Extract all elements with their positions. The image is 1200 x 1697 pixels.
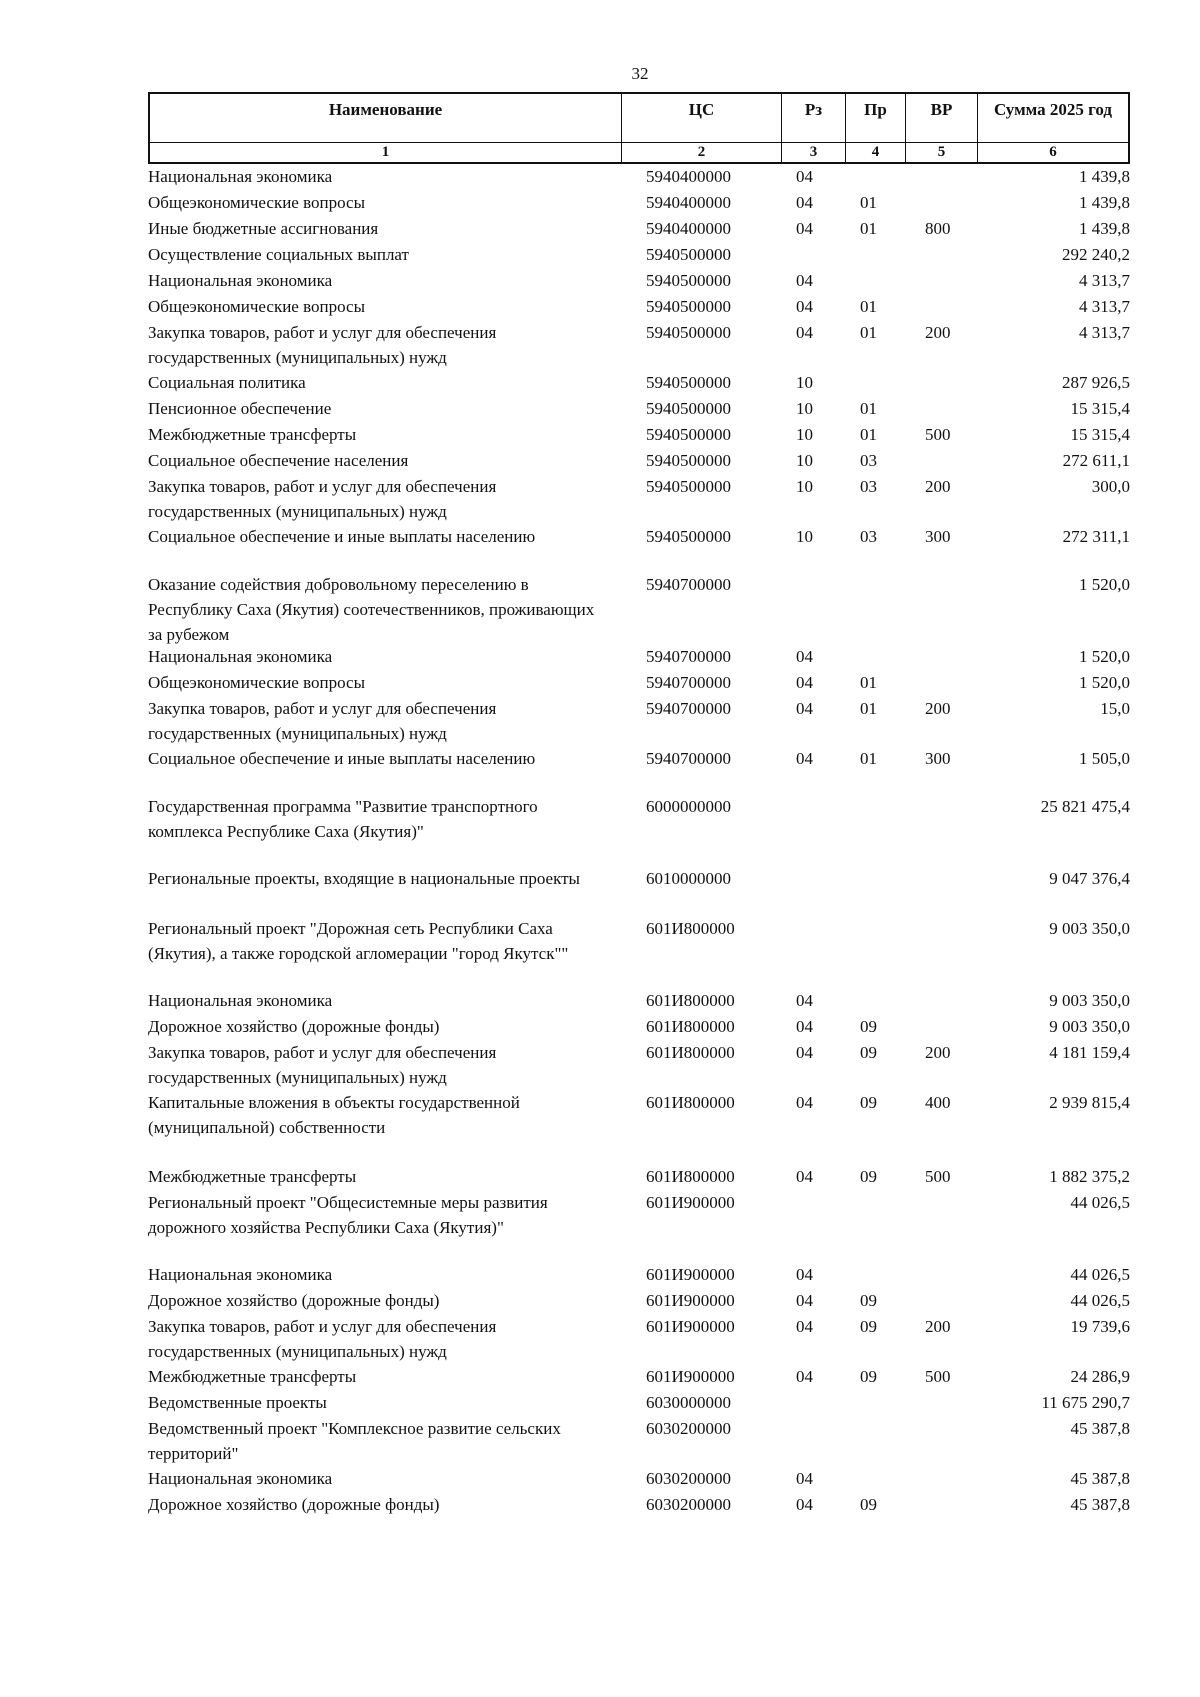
row-sum: 272 611,1: [1062, 451, 1130, 470]
row-rz: 04: [796, 1043, 813, 1062]
row-cs: 5940500000: [646, 477, 731, 496]
row-rz: 04: [796, 1469, 813, 1488]
row-name: Ведомственные проекты: [148, 1393, 327, 1412]
row-rz: 04: [796, 271, 813, 290]
row-vr: 300: [925, 527, 951, 546]
row-rz: 04: [796, 1317, 813, 1336]
row-name: Ведомственный проект "Комплексное развитие сельских территорий": [148, 1419, 561, 1463]
header-cs: ЦС 2: [622, 94, 782, 162]
row-rz: 04: [796, 647, 813, 666]
row-cs: 601И900000: [646, 1367, 735, 1386]
row-rz: 04: [796, 1167, 813, 1186]
row-sum: 4 181 159,4: [1049, 1043, 1130, 1062]
row-cs: 601И800000: [646, 1167, 735, 1186]
row-cs: 601И900000: [646, 1193, 735, 1212]
row-vr: 200: [925, 477, 951, 496]
row-rz: 04: [796, 193, 813, 212]
row-sum: 19 739,6: [1070, 1317, 1130, 1336]
row-pr: 09: [860, 1017, 877, 1036]
row-cs: 5940400000: [646, 167, 731, 186]
row-name: Дорожное хозяйство (дорожные фонды): [148, 1017, 440, 1036]
row-name: Закупка товаров, работ и услуг для обеспечения государственных (муниципальных) нужд: [148, 1043, 497, 1087]
row-rz: 04: [796, 1265, 813, 1284]
row-cs: 601И900000: [646, 1317, 735, 1336]
row-rz: 10: [796, 477, 813, 496]
row-rz: 10: [796, 527, 813, 546]
row-cs: 5940500000: [646, 451, 731, 470]
row-sum: 9 003 350,0: [1049, 919, 1130, 938]
row-name: Социальное обеспечение и иные выплаты населению: [148, 749, 536, 768]
row-sum: 1 520,0: [1079, 575, 1130, 594]
row-rz: 10: [796, 373, 813, 392]
row-name: Социальное обеспечение населения: [148, 451, 409, 470]
row-sum: 15 315,4: [1070, 399, 1130, 418]
row-name: Государственная программа "Развитие транспортного комплекса Республике Саха (Якутия)": [148, 797, 538, 841]
row-sum: 44 026,5: [1070, 1265, 1130, 1284]
row-vr: 200: [925, 323, 951, 342]
row-cs: 5940500000: [646, 245, 731, 264]
row-rz: 04: [796, 699, 813, 718]
row-vr: 800: [925, 219, 951, 238]
row-name: Иные бюджетные ассигнования: [148, 219, 379, 238]
row-name: Межбюджетные трансферты: [148, 1167, 357, 1186]
row-pr: 09: [860, 1317, 877, 1336]
row-sum: 4 313,7: [1079, 271, 1130, 290]
row-rz: 04: [796, 991, 813, 1010]
row-vr: 500: [925, 425, 951, 444]
row-name: Региональный проект "Дорожная сеть Республики Саха (Якутия), а также городской агломерации "город Якутск"": [148, 919, 569, 963]
row-sum: 1 520,0: [1079, 673, 1130, 692]
row-vr: 500: [925, 1167, 951, 1186]
row-sum: 9 003 350,0: [1049, 991, 1130, 1010]
row-cs: 5940500000: [646, 271, 731, 290]
row-vr: 200: [925, 1317, 951, 1336]
row-sum: 44 026,5: [1070, 1291, 1130, 1310]
row-cs: 6030200000: [646, 1495, 731, 1514]
row-sum: 1 520,0: [1079, 647, 1130, 666]
header-rz: Рз 3: [782, 94, 846, 162]
row-rz: 04: [796, 1495, 813, 1514]
row-name: Закупка товаров, работ и услуг для обеспечения государственных (муниципальных) нужд: [148, 699, 497, 743]
row-name: Национальная экономика: [148, 647, 333, 666]
row-name: Национальная экономика: [148, 167, 333, 186]
row-sum: 292 240,2: [1062, 245, 1130, 264]
row-name: Осуществление социальных выплат: [148, 245, 409, 264]
row-name: Закупка товаров, работ и услуг для обеспечения государственных (муниципальных) нужд: [148, 477, 497, 521]
row-pr: 09: [860, 1495, 877, 1514]
row-sum: 287 926,5: [1062, 373, 1130, 392]
row-sum: 25 821 475,4: [1040, 797, 1130, 816]
row-cs: 601И800000: [646, 1093, 735, 1112]
row-sum: 272 311,1: [1062, 527, 1130, 546]
row-cs: 601И800000: [646, 991, 735, 1010]
row-cs: 5940500000: [646, 425, 731, 444]
row-sum: 2 939 815,4: [1049, 1093, 1130, 1112]
row-cs: 6030200000: [646, 1419, 731, 1438]
row-rz: 04: [796, 749, 813, 768]
row-name: Пенсионное обеспечение: [148, 399, 332, 418]
row-vr: 200: [925, 1043, 951, 1062]
page-number: 32: [631, 64, 649, 83]
row-name: Закупка товаров, работ и услуг для обеспечения государственных (муниципальных) нужд: [148, 323, 497, 367]
row-name: Межбюджетные трансферты: [148, 425, 357, 444]
row-rz: 04: [796, 1093, 813, 1112]
row-cs: 5940700000: [646, 647, 731, 666]
row-cs: 5940500000: [646, 399, 731, 418]
row-pr: 09: [860, 1167, 877, 1186]
row-name: Национальная экономика: [148, 991, 333, 1010]
row-rz: 04: [796, 297, 813, 316]
row-pr: 09: [860, 1093, 877, 1112]
row-sum: 45 387,8: [1070, 1495, 1130, 1514]
row-name: Социальное обеспечение и иные выплаты населению: [148, 527, 536, 546]
row-cs: 601И800000: [646, 919, 735, 938]
row-cs: 601И900000: [646, 1265, 735, 1284]
row-vr: 200: [925, 699, 951, 718]
row-sum: 44 026,5: [1070, 1193, 1130, 1212]
row-pr: 09: [860, 1043, 877, 1062]
row-name: Дорожное хозяйство (дорожные фонды): [148, 1291, 440, 1310]
row-name: Региональный проект "Общесистемные меры развития дорожного хозяйства Республики Саха (Якутия)": [148, 1193, 548, 1237]
row-pr: 09: [860, 1367, 877, 1386]
row-sum: 11 675 290,7: [1041, 1393, 1130, 1412]
row-rz: 04: [796, 1367, 813, 1386]
row-sum: 9 003 350,0: [1049, 1017, 1130, 1036]
row-sum: 1 505,0: [1079, 749, 1130, 768]
row-rz: 10: [796, 451, 813, 470]
row-cs: 5940500000: [646, 297, 731, 316]
row-cs: 5940700000: [646, 673, 731, 692]
row-rz: 04: [796, 167, 813, 186]
row-pr: 01: [860, 219, 877, 238]
row-pr: 01: [860, 749, 877, 768]
budget-table: [148, 92, 1130, 1514]
row-sum: 1 439,8: [1079, 167, 1130, 186]
header-pr: Пр 4: [846, 94, 906, 162]
row-sum: 15 315,4: [1070, 425, 1130, 444]
row-cs: 5940500000: [646, 373, 731, 392]
row-rz: 10: [796, 399, 813, 418]
row-cs: 6030000000: [646, 1393, 731, 1412]
row-name: Социальная политика: [148, 373, 306, 392]
row-sum: 4 313,7: [1079, 323, 1130, 342]
row-pr: 03: [860, 451, 877, 470]
row-sum: 1 439,8: [1079, 219, 1130, 238]
row-name: Закупка товаров, работ и услуг для обеспечения государственных (муниципальных) нужд: [148, 1317, 497, 1361]
row-cs: 6000000000: [646, 797, 731, 816]
row-name: Региональные проекты, входящие в национальные проекты: [148, 869, 580, 888]
table-header: [148, 92, 1130, 164]
row-pr: 01: [860, 399, 877, 418]
row-name: Общеэкономические вопросы: [148, 673, 365, 692]
row-pr: 03: [860, 527, 877, 546]
row-sum: 4 313,7: [1079, 297, 1130, 316]
row-sum: 9 047 376,4: [1049, 869, 1130, 888]
row-sum: 45 387,8: [1070, 1419, 1130, 1438]
row-sum: 300,0: [1091, 477, 1130, 496]
row-cs: 5940700000: [646, 575, 731, 594]
row-pr: 01: [860, 673, 877, 692]
row-pr: 01: [860, 323, 877, 342]
row-rz: 04: [796, 1291, 813, 1310]
row-sum: 45 387,8: [1070, 1469, 1130, 1488]
row-name: Капитальные вложения в объекты государственной (муниципальной) собственности: [148, 1093, 520, 1137]
row-cs: 601И800000: [646, 1017, 735, 1036]
row-vr: 300: [925, 749, 951, 768]
row-rz: 04: [796, 219, 813, 238]
row-pr: 01: [860, 699, 877, 718]
row-vr: 400: [925, 1093, 951, 1112]
row-name: Национальная экономика: [148, 1469, 333, 1488]
row-cs: 5940700000: [646, 749, 731, 768]
row-cs: 601И800000: [646, 1043, 735, 1062]
row-name: Общеэкономические вопросы: [148, 193, 365, 212]
row-sum: 24 286,9: [1070, 1367, 1130, 1386]
row-sum: 1 439,8: [1079, 193, 1130, 212]
row-pr: 09: [860, 1291, 877, 1310]
row-name: Межбюджетные трансферты: [148, 1367, 357, 1386]
header-sum: Сумма 2025 год 6: [978, 94, 1128, 162]
row-cs: 6030200000: [646, 1469, 731, 1488]
row-cs: 5940400000: [646, 193, 731, 212]
row-rz: 04: [796, 673, 813, 692]
row-vr: 500: [925, 1367, 951, 1386]
row-cs: 5940500000: [646, 323, 731, 342]
row-cs: 601И900000: [646, 1291, 735, 1310]
row-name: Дорожное хозяйство (дорожные фонды): [148, 1495, 440, 1514]
row-pr: 01: [860, 425, 877, 444]
row-rz: 10: [796, 425, 813, 444]
header-vr: ВР 5: [906, 94, 978, 162]
row-cs: 6010000000: [646, 869, 731, 888]
row-pr: 01: [860, 297, 877, 316]
row-name: Национальная экономика: [148, 271, 333, 290]
row-cs: 5940700000: [646, 699, 731, 718]
row-name: Оказание содействия добровольному переселению в Республику Саха (Якутия) соотечественников, проживающих за рубежом: [148, 575, 595, 644]
row-sum: 1 882 375,2: [1049, 1167, 1130, 1186]
row-pr: 01: [860, 193, 877, 212]
row-pr: 03: [860, 477, 877, 496]
header-name: Наименование 1: [150, 94, 622, 162]
row-cs: 5940500000: [646, 527, 731, 546]
row-cs: 5940400000: [646, 219, 731, 238]
row-sum: 15,0: [1100, 699, 1130, 718]
row-name: Национальная экономика: [148, 1265, 333, 1284]
row-name: Общеэкономические вопросы: [148, 297, 365, 316]
row-rz: 04: [796, 1017, 813, 1036]
row-rz: 04: [796, 323, 813, 342]
